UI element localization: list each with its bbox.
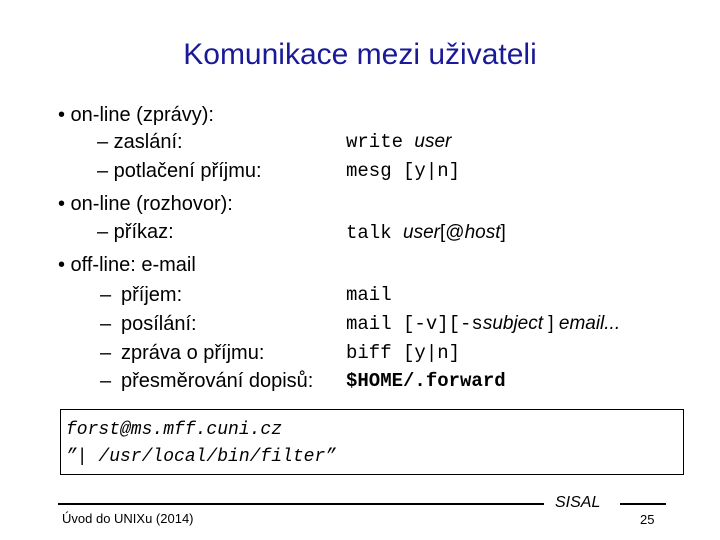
row-cmd-biff <box>346 342 460 364</box>
row-cmd-talk <box>346 222 506 244</box>
cmd-mail-email: email... <box>558 313 621 334</box>
box-line-filter: ”| /usr/local/bin/filter” <box>66 447 337 467</box>
row-dash: – <box>100 313 112 335</box>
cmd-talk-bracket: [@ <box>439 222 465 243</box>
row-label-receipt-notice: zpráva o příjmu: <box>121 342 265 364</box>
row-dash: – <box>100 370 112 392</box>
cmd-write-arg: user <box>414 131 452 152</box>
cmd-mail-subject: subject <box>482 313 544 334</box>
cmd-biff: biff [y|n] <box>346 342 461 364</box>
footer-divider-right <box>620 503 666 505</box>
row-label-command: – příkaz: <box>97 221 174 243</box>
row-dash: – <box>100 284 112 306</box>
row-cmd-forward <box>346 370 506 392</box>
footer-divider-left <box>58 503 544 505</box>
cmd-forward-file: $HOME/.forward <box>346 370 506 392</box>
footer-course: Úvod do UNIXu (2014) <box>62 511 194 526</box>
row-label-send: – zaslání: <box>97 131 183 153</box>
cmd-mesg: mesg [y|n] <box>346 160 461 182</box>
section-heading-online-talk: • on-line (rozhovor): <box>58 193 233 215</box>
forward-file-example-box <box>60 409 684 475</box>
row-dash: – <box>100 342 112 364</box>
row-label-sending: posílání: <box>121 313 197 335</box>
row-label-forwarding: přesměrování dopisů: <box>121 370 314 392</box>
cmd-talk-user: user <box>403 222 440 243</box>
cmd-mail: mail <box>346 284 392 306</box>
cmd-talk: talk <box>346 222 404 244</box>
page-number: 25 <box>640 512 655 527</box>
row-label-receive: příjem: <box>121 284 183 306</box>
row-cmd-send <box>346 131 451 153</box>
section-heading-offline-email: • off-line: e-mail <box>58 254 196 276</box>
slide-title: Komunikace mezi uživateli <box>183 38 537 71</box>
row-cmd-suppress <box>346 160 460 182</box>
cmd-mail-send: mail [-v][-s <box>346 313 483 335</box>
section-heading-online-messages: • on-line (zprávy): <box>58 104 214 126</box>
row-label-suppress: – potlačení příjmu: <box>97 160 262 182</box>
cmd-write: write <box>346 131 415 153</box>
row-cmd-sending <box>346 313 620 335</box>
row-cmd-receive <box>346 284 392 306</box>
cmd-talk-host: host <box>464 222 501 243</box>
box-line-address: forst@ms.mff.cuni.cz <box>66 420 283 440</box>
cmd-talk-close: ] <box>500 222 506 243</box>
footer-sisal-logo: SISAL <box>555 494 601 511</box>
cmd-mail-bracket: ] <box>543 313 559 334</box>
